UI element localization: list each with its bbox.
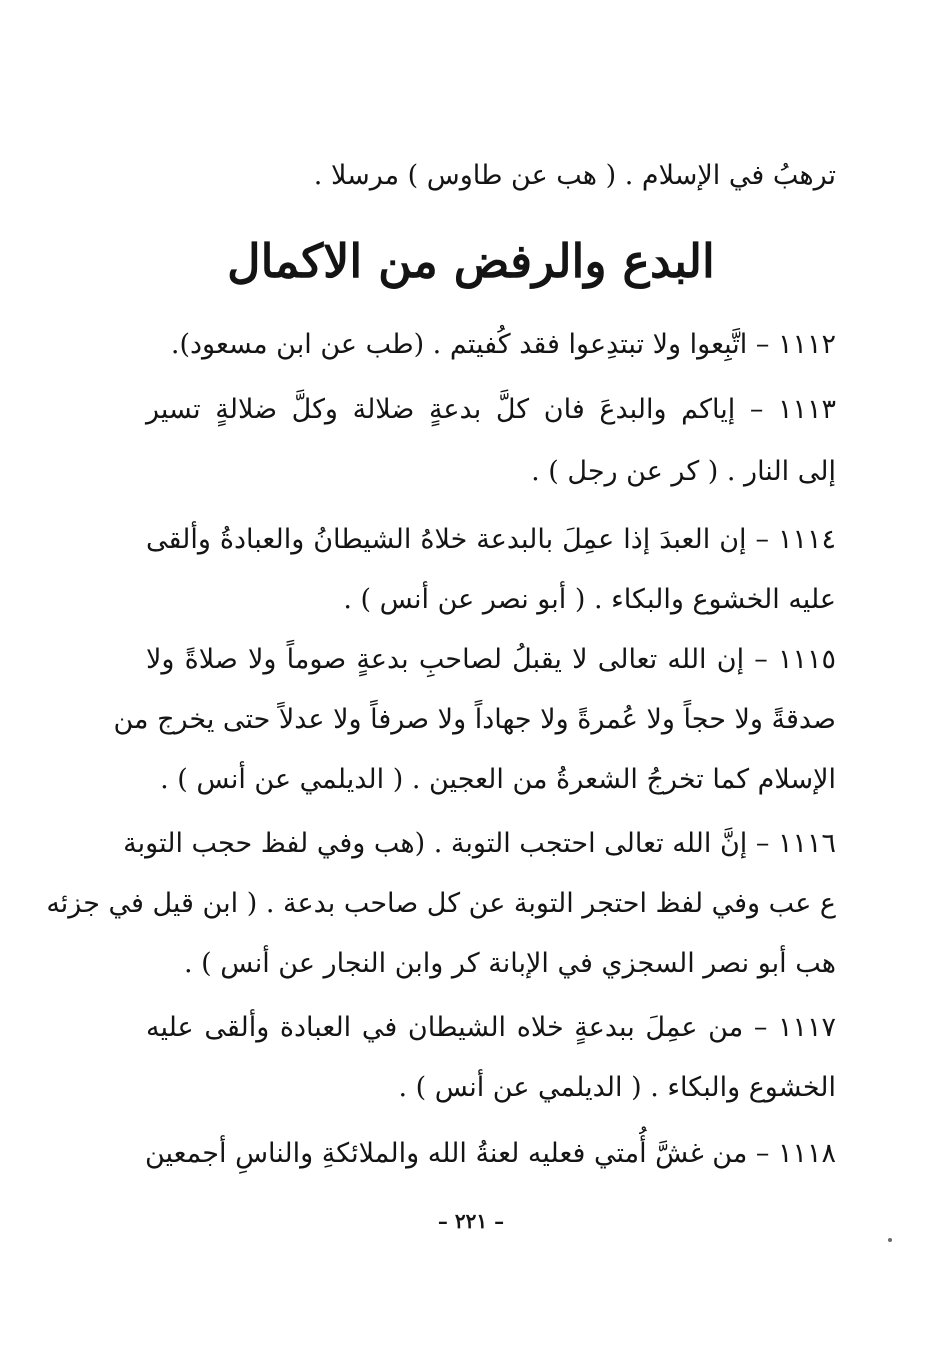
text-line: عليه الخشوع والبكاء . ( أبو نصر عن أنس ) .: [343, 584, 836, 615]
text-line: الخشوع والبكاء . ( الديلمي عن أنس ) .: [398, 1072, 836, 1103]
text-line: ١١١٧ – من عمِلَ ببدعةٍ خلاه الشيطان في العبادة وألقى عليه: [146, 1012, 836, 1043]
text-line: ع عب وفي لفظ احتجر التوبة عن كل صاحب بدعة . ( ابن قيل في جزئه: [46, 888, 836, 919]
text-line: إلى النار . ( كر عن رجل ) .: [531, 456, 836, 487]
text-line: هب أبو نصر السجزي في الإبانة كر وابن النجار عن أنس ) .: [184, 948, 836, 979]
text-line: ١١١٨ – من غشَّ أُمتي فعليه لعنةُ الله والملائكةِ والناسِ أجمعين: [144, 1138, 836, 1169]
page-number: – ٢٢١ –: [437, 1209, 505, 1233]
section-title: البدع والرفض من الاكمال: [227, 234, 715, 288]
text-line: الإسلام كما تخرجُ الشعرةُ من العجين . ( الديلمي عن أنس ) .: [160, 764, 836, 795]
text-line: ١١١٦ – إنَّ الله تعالى احتجب التوبة . (هب وفي لفظ حجب التوبة: [123, 828, 836, 859]
text-line: ١١١٤ – إن العبدَ إذا عمِلَ بالبدعة خلاهُ الشيطانُ والعبادةُ وألقى: [146, 524, 836, 555]
text-line: صدقةً ولا حجاً ولا عُمرةً ولا جهاداً ولا صرفاً ولا عدلاً حتى يخرج من: [113, 704, 836, 735]
scan-speck: [888, 1238, 892, 1242]
intro-line: ترهبُ في الإسلام . ( هب عن طاوس ) مرسلا .: [313, 160, 836, 191]
text-line: ١١١٥ – إن الله تعالى لا يقبلُ لصاحبِ بدعةٍ صوماً ولا صلاةً ولا: [146, 644, 836, 675]
text-line: ١١١٣ – إياكم والبدعَ فان كلَّ بدعةٍ ضلالة وكلَّ ضلالةٍ تسير: [146, 394, 836, 425]
text-line: ١١١٢ – اتَّبِعوا ولا تبتدِعوا فقد كُفيتم . (طب عن ابن مسعود).: [170, 329, 836, 360]
